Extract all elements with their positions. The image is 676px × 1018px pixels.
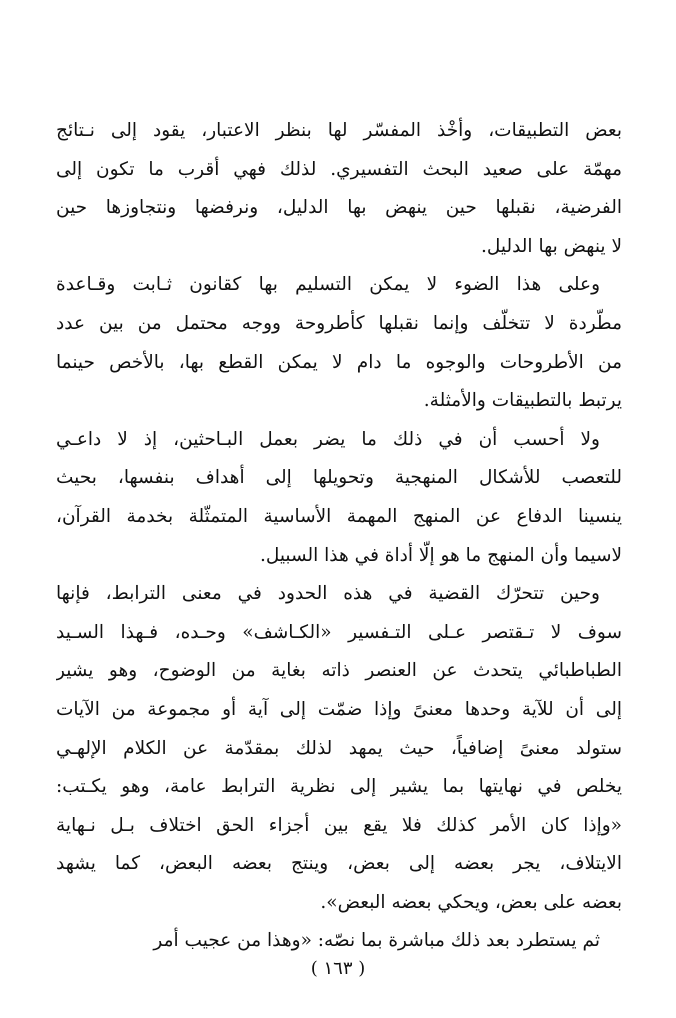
text-line: مطّردة لا تتخلّف وإنما نقبلها كأطروحة ووجه محتمل من بين عدد	[56, 312, 622, 334]
text-line: يرتبط بالتطبيقات والأمثلة.	[423, 390, 622, 412]
text-line: يخلص في نهايتها بما يشير إلى نظرية الترابط عامة، وهو يكـتب:	[56, 776, 622, 798]
text-line: وعلى هذا الضوء لا يمكن التسليم بها كقانون ثـابت وقـاعدة	[56, 274, 600, 296]
text-line: بعض التطبيقات، وأخْذ المفسّر لها بنظر الاعتبار، يقود إلى نـتائج	[56, 120, 622, 141]
text-line: الطباطبائي يتحدث عن العنصر ذاته بغاية من الوضوح، وهو يشير	[56, 660, 622, 682]
text-line: لا ينهض بها الدليل.	[480, 235, 622, 257]
quote-line: بعضه على بعض، ويحكي بعضه البعض».	[320, 891, 622, 913]
paragraph-5	[56, 922, 622, 961]
text-line: ثم يستطرد بعد ذلك مباشرة بما نصّه: «وهذا من عجيب أمر	[153, 930, 600, 952]
text-line: سوف لا تـقتصر عـلى التـفسير «الكـاشف» وحـده، فـهذا السـيد	[56, 621, 622, 643]
page-number: ( ١٦٣ )	[310, 958, 366, 979]
body-text	[56, 112, 622, 961]
text-line: إلى أن للآية وحدها معنىً وإذا ضمّت إلى آية أو مجموعة من الآيات	[56, 698, 622, 720]
text-line: من الأطروحات والوجوه ما دام لا يمكن القطع بها، بالأخص حينما	[56, 351, 622, 373]
paragraph-3	[56, 421, 622, 575]
paragraph-2	[56, 266, 622, 420]
quote-line: «وإذا كان الأمر كذلك فلا يقع بين أجزاء الحق اختلاف بـل نـهاية	[56, 814, 622, 836]
text-line: ولا أحسب أن في ذلك ما يضر بعمل البـاحثين، إذ لا داعـي	[56, 428, 600, 450]
paragraph-4	[56, 575, 622, 922]
text-line: ستولد معنىً إضافياً، حيث يمهد لذلك بمقدّمة عن الكلام الإلهـي	[56, 737, 622, 759]
text-line: ينسينا الدفاع عن المنهج المهمة الأساسية المتمثّلة بخدمة القرآن،	[56, 505, 622, 527]
text-line: لاسيما وأن المنهج ما هو إلّا أداة في هذا السبيل.	[259, 544, 622, 566]
text-line: وحين تتحرّك القضية في هذه الحدود في معنى الترابط، فإنها	[56, 583, 600, 605]
text-line: الفرضية، نقبلها حين ينهض بها الدليل، ونرفضها ونتجاوزها حين	[56, 197, 622, 219]
text-line: مهمّة على صعيد البحث التفسيري. لذلك فهي أقرب ما تكون إلى	[56, 158, 622, 180]
text-line: للتعصب للأشكال المنهجية وتحويلها إلى أهداف بنفسها، بحيث	[56, 467, 622, 489]
quote-line: الايتلاف، يجر بعضه إلى بعض، وينتج بعضه البعض، كما يشهد	[56, 853, 622, 875]
paragraph-1	[56, 112, 622, 266]
